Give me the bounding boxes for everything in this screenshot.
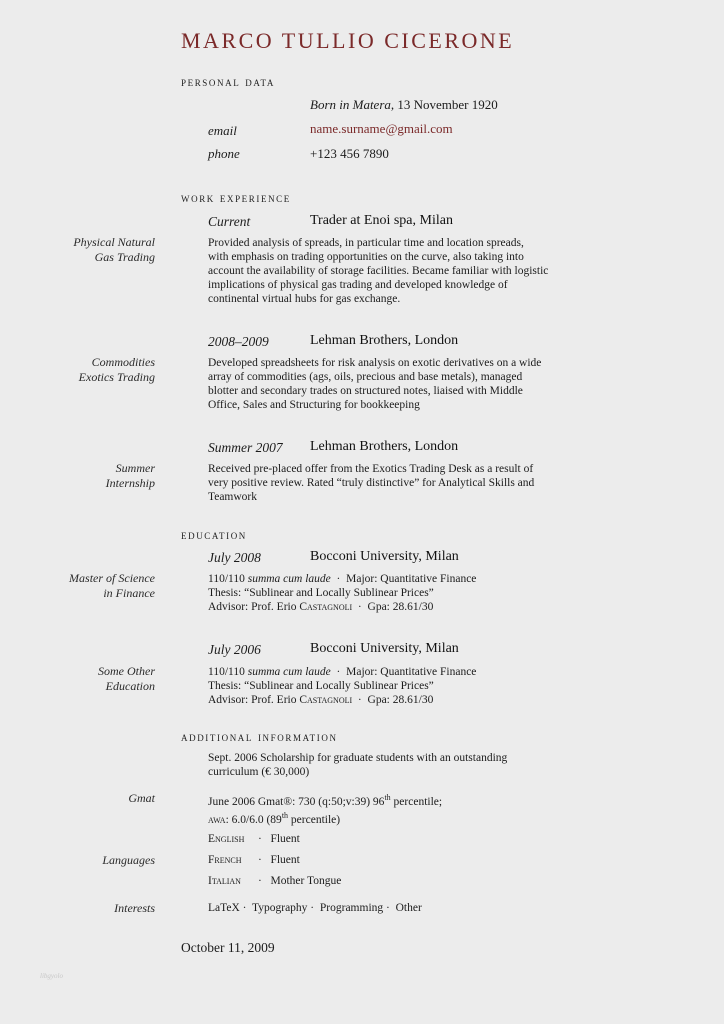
language-item: English · Fluent [208, 833, 300, 845]
edu-honors: summa cum laude [247, 573, 331, 585]
degree-label-line: Education [105, 679, 155, 693]
work-org: Trader at Enoi spa, Milan [310, 213, 453, 228]
language-name: Italian [208, 875, 241, 887]
edu-score-line: 110/110 summa cum laude · Major: Quantitative Finance [208, 573, 477, 585]
language-level: Fluent [270, 833, 300, 845]
language-item: Italian · Mother Tongue [208, 875, 342, 887]
work-date: Current [208, 214, 251, 229]
interest-item: Programming [319, 902, 384, 914]
scholarship [208, 751, 568, 779]
personal-data-heading: personal data [181, 74, 275, 89]
desc-line: Received pre-placed offer from the Exotics Trading Desk as a result of [208, 463, 534, 475]
edu-gpa: Gpa: 28.61/30 [367, 601, 434, 613]
desc-line: continental virtual hubs for gas exchange. [208, 293, 401, 305]
additional-info-heading: additional information [181, 729, 338, 744]
language-level: Mother Tongue [270, 875, 342, 887]
edu-major: Major: Quantitative Finance [346, 666, 477, 678]
edu-date: July 2006 [208, 642, 261, 657]
interest-item: Typography [252, 902, 308, 914]
desc-line: very positive review. Rated “truly distinctive” for Analytical Skills and [208, 477, 535, 489]
edu-major: Major: Quantitative Finance [346, 573, 477, 585]
edu-advisor-line: Advisor: Prof. Erio Castagnoli · Gpa: 28.61/30 [208, 601, 434, 613]
role-label-line: Exotics Trading [78, 370, 155, 384]
degree-label-line: Some Other [98, 664, 155, 678]
language-name: French [208, 854, 242, 866]
scholarship-line: Sept. 2006 Scholarship for graduate students with an outstanding [208, 752, 508, 764]
edu-degree-label [98, 664, 155, 694]
awa-sup: th [281, 810, 289, 820]
email-label: email [208, 123, 237, 138]
desc-line: array of commodities (ags, oils, precious and base metals), managed [208, 371, 523, 383]
gmat-label: Gmat [128, 791, 155, 805]
edu-advisor: Advisor: Prof. Erio [208, 694, 297, 706]
desc-line: Provided analysis of spreads, in particular time and location spreads, [208, 237, 524, 249]
work-role-label [73, 235, 155, 265]
education-heading: education [181, 527, 247, 542]
edu-advisor-line: Advisor: Prof. Erio Castagnoli · Gpa: 28.61/30 [208, 694, 434, 706]
degree-label-line: in Finance [103, 586, 155, 600]
work-role-label [106, 461, 155, 491]
phone-value: +123 456 7890 [310, 146, 389, 161]
edu-score-line: 110/110 summa cum laude · Major: Quantitative Finance [208, 666, 477, 678]
edu-honors: summa cum laude [247, 666, 331, 678]
birth-line [310, 97, 498, 113]
desc-line: Office, Sales and Structuring for bookkeeping [208, 399, 420, 411]
cv-name: MARCO TULLIO CICERONE [181, 28, 515, 53]
role-label-line: Gas Trading [94, 250, 155, 264]
edu-gpa: Gpa: 28.61/30 [367, 694, 434, 706]
awa-score: 6.0/6.0 (89 [231, 813, 282, 826]
edu-org: Bocconi University, Milan [310, 549, 459, 564]
work-date: 2008–2009 [208, 334, 269, 349]
work-description [208, 236, 568, 306]
edu-details [208, 665, 568, 707]
scholarship-line: curriculum (€ 30,000) [208, 766, 310, 778]
desc-line: Teamwork [208, 491, 258, 503]
edu-advisor: Advisor: Prof. Erio [208, 601, 297, 613]
role-label-line: Internship [105, 476, 155, 490]
work-description [208, 462, 568, 504]
edu-date: July 2008 [208, 550, 261, 565]
interest-item: Other [395, 902, 422, 914]
edu-score: 110/110 [208, 666, 245, 678]
interest-item: LaTeX [208, 902, 240, 914]
degree-label-line: Master of Science [69, 571, 155, 585]
languages-label: Languages [102, 853, 155, 867]
gmat-line [208, 791, 568, 809]
language-level: Fluent [270, 854, 300, 866]
born-date: 13 November 1920 [397, 97, 498, 112]
awa-line [208, 809, 568, 827]
work-description [208, 356, 568, 412]
email-link[interactable]: name.surname@gmail.com [310, 121, 453, 136]
edu-org: Bocconi University, Milan [310, 641, 459, 656]
role-label-line: Commodities [91, 355, 155, 369]
edu-advisor-surname: Castagnoli [299, 601, 353, 613]
work-date: Summer 2007 [208, 440, 283, 455]
interests-label: Interests [114, 901, 155, 915]
interests-list: LaTeX · Typography · Programming · Other [208, 902, 422, 914]
phone-label: phone [208, 146, 240, 161]
born-label: Born in Matera, [310, 97, 395, 112]
gmat-percentile: percentile; [393, 795, 443, 808]
desc-line: blotter and secondary trades on structured notes, liaised with Middle [208, 385, 523, 397]
desc-line: with emphasis on trading opportunities on the curve, also taking into [208, 251, 524, 263]
gmat-score: June 2006 Gmat®: 730 (q:50;v:39) 96 [208, 795, 385, 808]
role-label-line: Summer [115, 461, 155, 475]
work-experience-heading: work experience [181, 190, 291, 205]
edu-details [208, 572, 568, 614]
desc-line: implications of physical gas trading and developed knowledge of [208, 279, 508, 291]
gmat-details [208, 791, 568, 827]
desc-line: account the availability of storage facilities. Became familiar with logistic [208, 265, 549, 277]
document-date: October 11, 2009 [181, 940, 275, 955]
language-item: French · Fluent [208, 854, 300, 866]
work-role-label [79, 355, 155, 385]
edu-thesis: Thesis: “Sublinear and Locally Sublinear Prices” [208, 587, 434, 599]
edu-thesis: Thesis: “Sublinear and Locally Sublinear Prices” [208, 680, 434, 692]
awa-percentile: percentile) [290, 813, 341, 826]
awa-label: awa: [208, 813, 229, 826]
language-name: English [208, 833, 245, 845]
desc-line: Developed spreadsheets for risk analysis on exotic derivatives on a wide [208, 357, 542, 369]
gmat-sup: th [384, 793, 391, 802]
edu-advisor-surname: Castagnoli [299, 694, 353, 706]
role-label-line: Physical Natural [73, 235, 155, 249]
work-org: Lehman Brothers, London [310, 333, 459, 348]
edu-degree-label [69, 571, 155, 601]
edu-score: 110/110 [208, 573, 245, 585]
watermark: libgyolo [40, 972, 63, 980]
work-org: Lehman Brothers, London [310, 439, 459, 454]
